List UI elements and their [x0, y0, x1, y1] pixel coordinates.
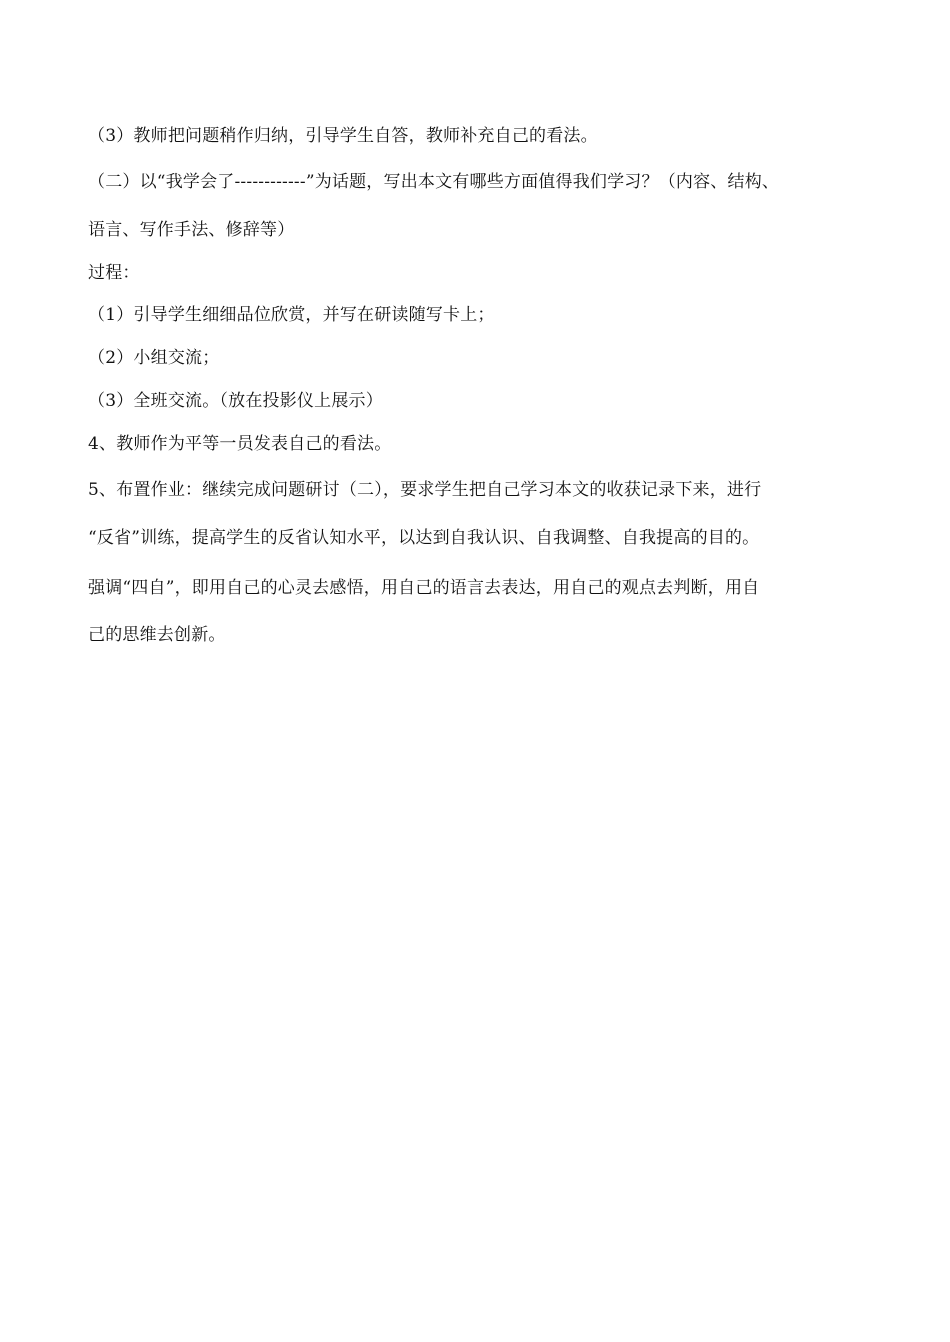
paragraph-emphasis-line-2: 己的思维去创新。 [88, 625, 226, 645]
process-step-2: （2）小组交流； [88, 348, 220, 368]
process-step-1: （1）引导学生细细品位欣赏，并写在研读随写卡上； [88, 305, 495, 325]
paragraph-item-5-line-1: 5、布置作业：继续完成问题研讨（二），要求学生把自己学习本文的收获记录下来，进行 [88, 480, 762, 500]
process-heading: 过程： [88, 263, 140, 283]
paragraph-step-3-summary: （3）教师把问题稍作归纳，引导学生自答，教师补充自己的看法。 [88, 126, 598, 146]
process-step-3: （3）全班交流。（放在投影仪上展示） [88, 391, 383, 411]
paragraph-emphasis-line-1: 强调“四自”，即用自己的心灵去感悟，用自己的语言去表达，用自己的观点去判断，用自 [88, 578, 760, 598]
paragraph-item-4: 4、教师作为平等一员发表自己的看法。 [88, 434, 392, 454]
paragraph-task-two-line-1: （二）以“我学会了------------”为话题，写出本文有哪些方面值得我们学习？（内容、结构、 [88, 172, 780, 192]
paragraph-item-5-line-2: “反省”训练，提高学生的反省认知水平，以达到自我认识、自我调整、自我提高的目的。 [88, 528, 760, 548]
paragraph-task-two-line-2: 语言、写作手法、修辞等） [88, 220, 295, 240]
